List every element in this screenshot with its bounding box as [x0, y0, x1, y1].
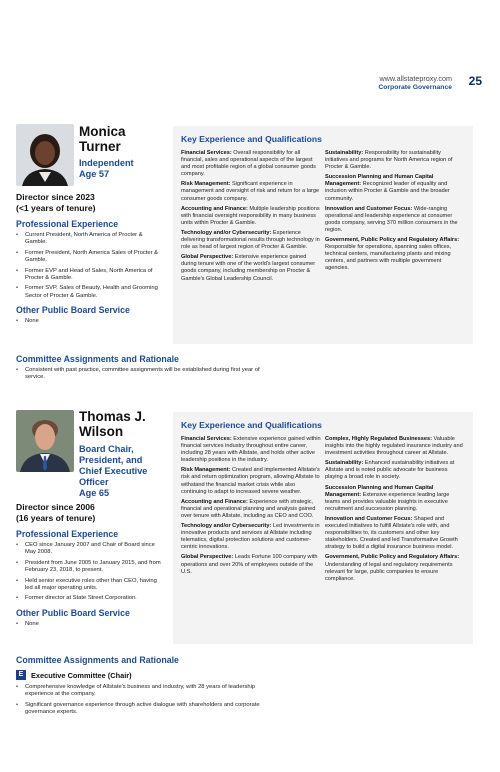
professional-heading: Professional Experience	[16, 529, 119, 539]
panel-title: Key Experience and Qualifications	[181, 134, 322, 144]
qualifications-left-column	[181, 436, 321, 579]
boards-heading: Other Public Board Service	[16, 305, 130, 316]
committee-heading: Committee Assignments and Rationale	[16, 655, 179, 665]
list-item: • Former director at State Street Corporation.	[16, 595, 166, 602]
director-since: Director since 2006 (16 years of tenure)	[16, 502, 96, 523]
qualifications-left-column	[181, 150, 321, 286]
professional-list	[16, 542, 166, 603]
list-item: • Current President, North America of Procter & Gamble.	[16, 232, 166, 247]
list-item: • Comprehensive knowledge of Allstate's business and industry, with 28 years of leadership experience at the company.	[16, 684, 276, 699]
qualification-item: Government, Public Policy and Regulatory Affairs: Responsible for operations, spanning sales offices, technical centers, manufacturing plants and mixing centers, and partners with multiple government agencies.	[325, 237, 460, 272]
qualification-item: Complex, Highly Regulated Businesses: Valuable insights into the highly regulated insurance industry and investment activities throughout career at Allstate.	[325, 436, 463, 457]
list-item: • None	[16, 621, 166, 628]
committee-list	[16, 367, 276, 385]
list-item: • Held senior executive roles other than CEO, having led all major operating units.	[16, 578, 166, 593]
boards-heading: Other Public Board Service	[16, 607, 130, 618]
qualification-item: Financial Services: Extensive experience gained within financial services industry throughout entire career, including 28 years with Allstate, and holds other active leadership positions in the industry.	[181, 436, 321, 464]
committee-name: Executive Committee (Chair)	[31, 671, 132, 680]
key-experience-panel-turner	[173, 126, 473, 344]
qualification-item: Succession Planning and Human Capital Management: Recognized leader of equality and inclusion within Procter & Gamble and the broader community.	[325, 174, 450, 202]
director-details-wilson	[16, 502, 166, 631]
list-item: • None	[16, 318, 166, 325]
qualification-item: Technology and/or Cybersecurity: Led investments in innovative products and services at Allstate including telematics, digital protection solutions and customer-centric innovations.	[181, 523, 320, 551]
director-photo-wilson	[16, 410, 74, 472]
director-since: Director since 2023 (<1 years of tenure)	[16, 192, 96, 213]
qualifications-right-column	[325, 150, 465, 276]
director-photo-turner	[16, 124, 74, 186]
boards-list	[16, 621, 166, 628]
qualification-item: Global Perspective: Leads Fortune 100 company with operations and over 20% of employees outside of the U.S.	[181, 554, 318, 575]
panel-title: Key Experience and Qualifications	[181, 420, 322, 430]
director-roles-wilson: Board Chair, President, and Chief Executive Officer Age 65	[79, 444, 148, 498]
qualification-item: Global Perspective: Extensive experience gained during tenure with one of the world's largest consumer goods company, including membership on Procter & Gamble's Global Leadership Council.	[181, 254, 316, 282]
page-header	[262, 74, 482, 98]
boards-list	[16, 318, 166, 325]
qualification-item: Innovation and Customer Focus: Wide-ranging operational and leadership experience at consumer goods company, serving 370 million consumers in the region.	[325, 205, 458, 233]
key-experience-panel-wilson	[173, 412, 473, 644]
qualification-item: Risk Management: Created and implemented Allstate's risk and return optimization program, allowing Allstate to withstand the financial market crisis while also continuing to adapt to increased severe weather.	[181, 467, 320, 495]
qualification-item: Innovation and Customer Focus: Shaped and executed initiatives to fulfill Allstate's role with, and responsibilities to, its customers and other key stakeholders. Created and led Transformative Growth strategy to build a digital insurance business model.	[325, 515, 458, 551]
list-item: • Significant governance experience through active dialogue with shareholders and corporate governance experts.	[16, 702, 276, 717]
director-roles-turner: Independent Age 57	[79, 158, 134, 179]
committee-badge-icon: E	[16, 670, 26, 680]
qualification-item: Financial Services: Overall responsibility for all financial, sales and operational aspects of the largest and most profitable region of a global consumer goods company.	[181, 150, 316, 178]
qualification-item: Sustainability: Responsibility for sustainability initiatives and programs for North America region of Procter & Gamble.	[325, 150, 453, 171]
director-name-turner: Monica Turner	[79, 124, 126, 154]
list-item: • Consistent with past practice, committee assignments will be established during first year of service.	[16, 367, 276, 382]
committee-heading: Committee Assignments and Rationale	[16, 354, 179, 364]
qualification-item: Accounting and Finance: Experience with strategic, financial and operational planning and analysis gained over tenure with Allstate, including as CEO and COO.	[181, 498, 316, 519]
director-details-turner	[16, 192, 166, 329]
professional-list	[16, 232, 166, 300]
qualification-item: Accounting and Finance: Multiple leadership positions with financial oversight responsibility in many business units within Procter & Gamble.	[181, 205, 320, 226]
qualifications-right-column	[325, 436, 465, 586]
list-item: • President from June 2005 to January 2015, and from February 23, 2018, to present.	[16, 560, 166, 575]
list-item: • Former SVP, Sales of Beauty, Health and Grooming Sector of Procter & Gamble.	[16, 285, 166, 300]
qualification-item: Risk Management: Significant experience in management and oversight of risk and return for a large consumer goods company.	[181, 181, 320, 202]
list-item: • Former President, North America Sales of Procter & Gamble.	[16, 250, 166, 265]
list-item: • CEO since January 2007 and Chair of Board since May 2008.	[16, 542, 166, 557]
section-title: Corporate Governance	[378, 84, 452, 91]
qualification-item: Sustainability: Enhanced sustainability initiatives at Allstate and is noted public advocate for business playing a broad role in society.	[325, 460, 455, 481]
qualification-item: Government, Public Policy and Regulatory Affairs: Understanding of legal and regulatory requirements relevant for large, public companies to ensure compliance.	[325, 554, 460, 582]
page-number: 25	[468, 74, 482, 88]
committee-list	[16, 684, 276, 720]
website-link[interactable]: www.allstateproxy.com	[379, 74, 452, 83]
list-item: • Former EVP and Head of Sales, North America of Procter & Gamble.	[16, 268, 166, 283]
director-name-wilson: Thomas J. Wilson	[79, 409, 146, 439]
professional-heading: Professional Experience	[16, 219, 119, 229]
qualification-item: Technology and/or Cybersecurity: Experience delivering transformational results through technology in role as head of largest region of Procter & Gamble.	[181, 229, 320, 251]
executive-committee-row	[16, 670, 216, 681]
qualification-item: Succession Planning and Human Capital Management: Extensive experience leading large teams and provides valuable insights in executive recruitment and succession planning.	[325, 484, 450, 512]
